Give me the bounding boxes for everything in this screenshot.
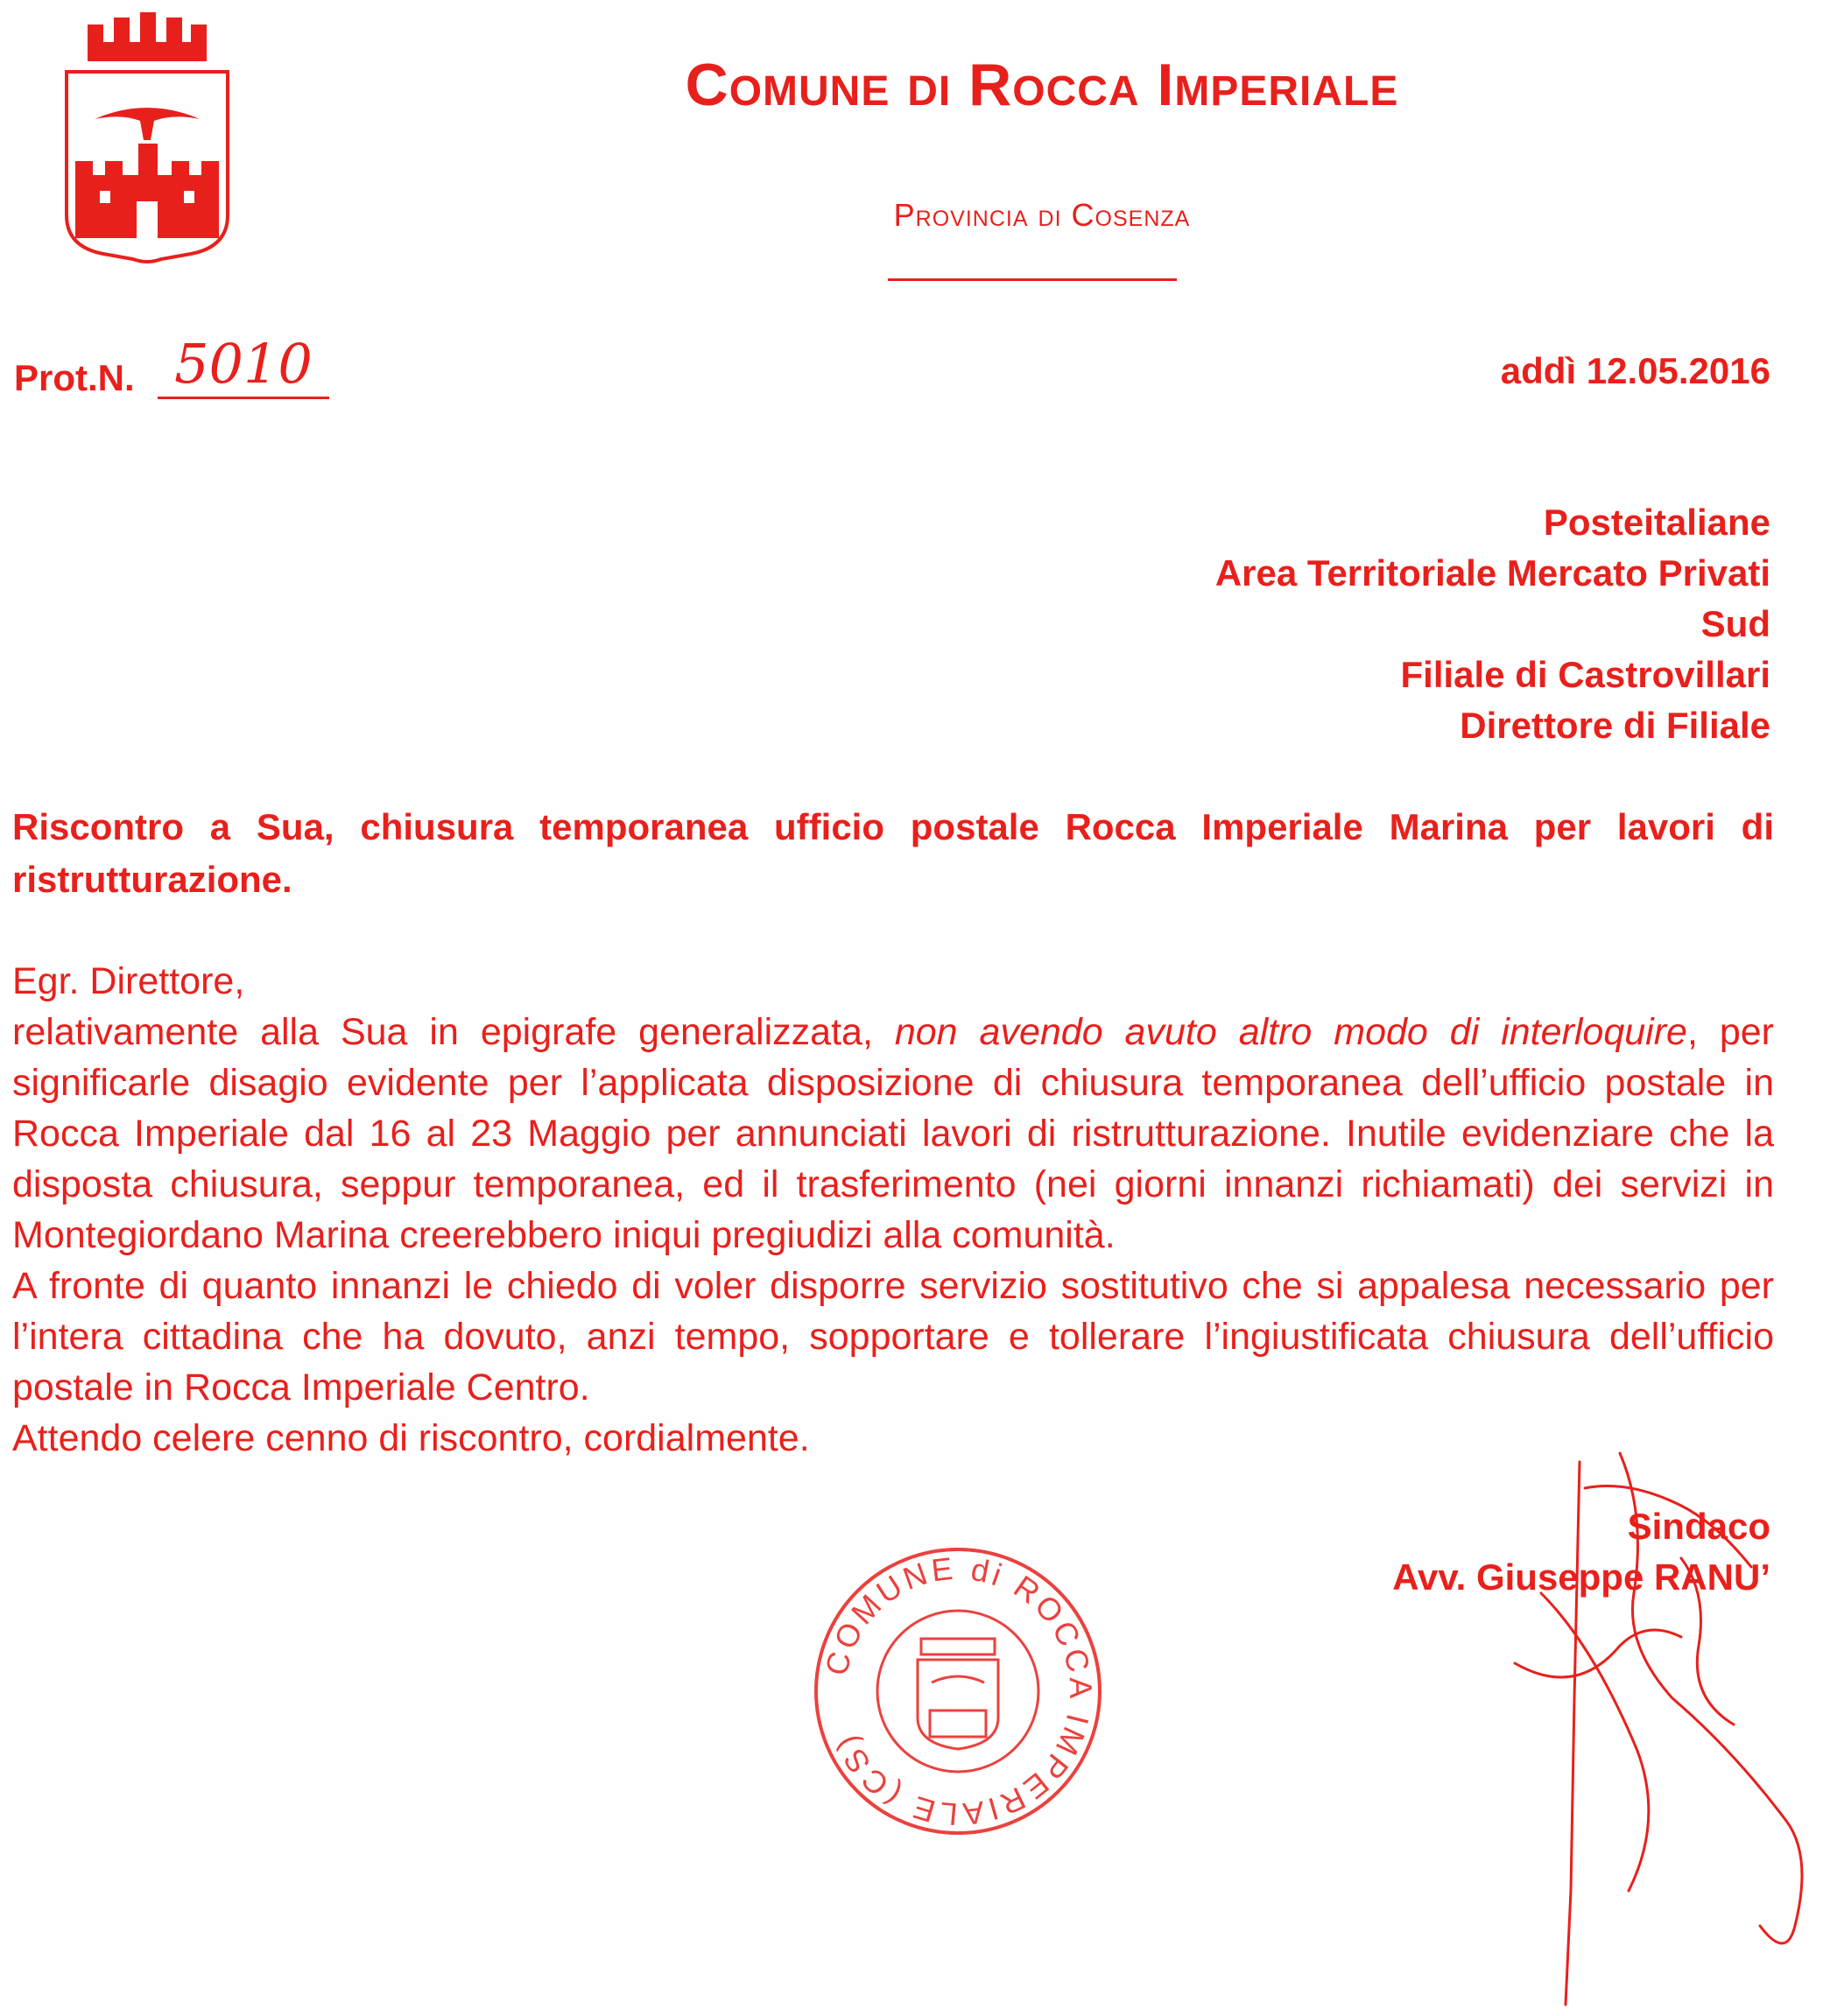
svg-text:COMUNE di ROCCA IMPERIALE (CS): COMUNE di ROCCA IMPERIALE (CS): [818, 1549, 1100, 1833]
signatory-role: Sindaco: [1627, 1506, 1770, 1547]
province-subtitle: Provincia di Cosenza: [893, 197, 1191, 233]
emphasized-phrase: non avendo avuto altro modo di interloquire: [894, 1011, 1687, 1053]
recipient-line: Area Territoriale Mercato Privati: [1214, 552, 1770, 594]
header-divider: [888, 278, 1177, 281]
body-paragraph-1: relativamente alla Sua in epigrafe generalizzata, non avendo avuto altro modo di interloquire, per significarle disagio evidente per l’applicata disposizione di chiusura temporanea dell’ufficio postale in Rocca Imperiale dal 16 al 23 Maggio per annunciati lavori di ristrutturazione. Inutile evidenziare che la disposta chiusura, seppur temporanea, ed il trasferimento (nei giorni innanzi richiamati) dei servizi in Montegiordano Marina creerebbero iniqui pregiudizi alla comunità.: [12, 1011, 1774, 1256]
letter-subject: Riscontro a Sua, chiusura temporanea ufficio postale Rocca Imperiale Marina per lavori di ristrutturazione.: [12, 806, 1774, 900]
closing-line: Attendo celere cenno di riscontro, cordialmente.: [12, 1417, 810, 1459]
handwritten-signature: [1418, 1436, 1823, 2016]
letter-date: addì 12.05.2016: [1500, 350, 1770, 391]
municipality-title: Comune di Rocca Imperiale: [685, 52, 1399, 118]
letter-body: [12, 956, 1774, 1464]
municipal-crest-logo: [60, 12, 235, 266]
salutation: Egr. Direttore,: [12, 960, 245, 1002]
body-paragraph-2: A fronte di quanto innanzi le chiedo di voler disporre servizio sostitutivo che si appalesa necessario per l’intera cittadina che ha dovuto, anzi tempo, sopportare e tollerare l’ingiustificata chiusura dell’ufficio postale in Rocca Imperiale Centro.: [12, 1265, 1774, 1408]
recipient-line: Posteitaliane: [1543, 502, 1770, 543]
signatory-name: Avv. Giuseppe RANU’: [1392, 1556, 1770, 1598]
protocol-label: Prot.N.: [14, 357, 135, 398]
recipient-line: Direttore di Filiale: [1460, 705, 1770, 746]
recipient-line: Filiale di Castrovillari: [1400, 654, 1770, 695]
official-stamp: [809, 1542, 1107, 1840]
protocol-number: 5010: [158, 335, 329, 399]
recipient-line: Sud: [1700, 603, 1770, 644]
recipient-block: [1215, 497, 1770, 751]
